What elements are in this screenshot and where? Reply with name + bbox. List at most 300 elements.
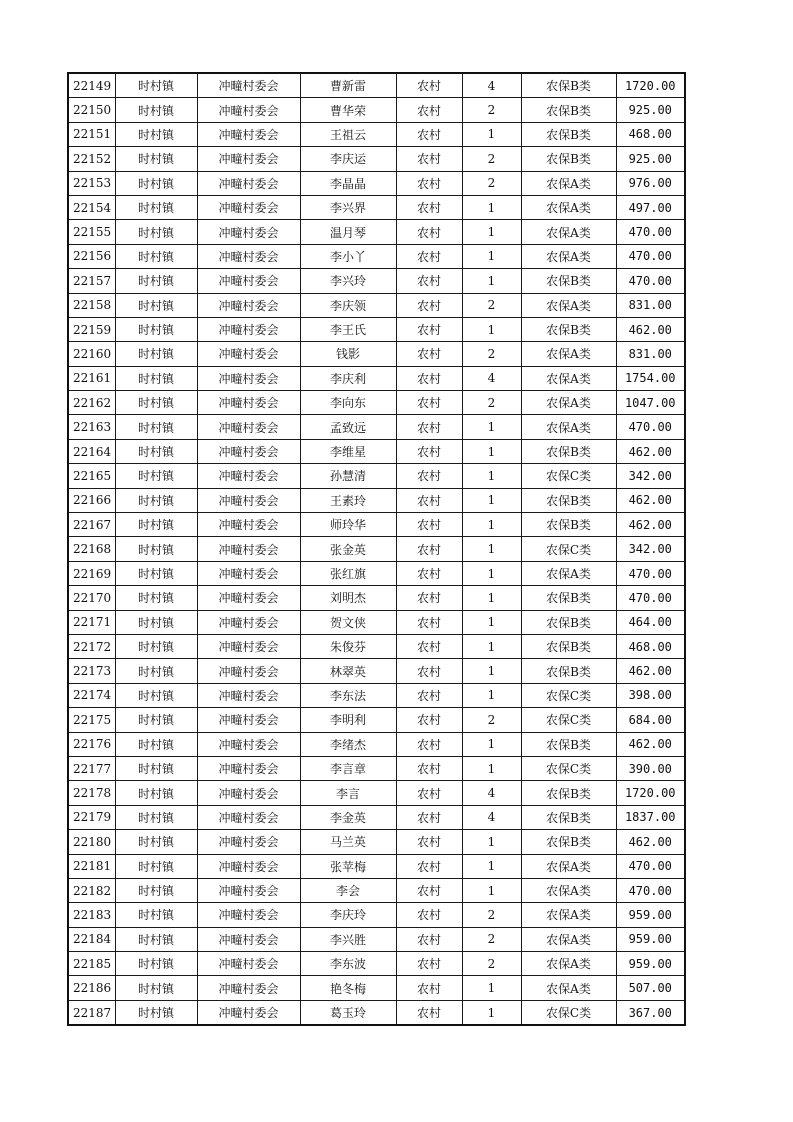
cell-amount: 831.00	[616, 293, 685, 317]
cell-area-type: 农村	[396, 391, 462, 415]
cell-household-count: 2	[462, 708, 521, 732]
cell-area-type: 农村	[396, 610, 462, 634]
cell-area-type: 农村	[396, 781, 462, 805]
cell-insurance-category: 农保A类	[521, 195, 616, 219]
cell-village: 冲疃村委会	[197, 634, 300, 658]
table-row	[68, 708, 685, 732]
cell-person-name: 师玲华	[300, 513, 396, 537]
cell-record-id: 22170	[68, 586, 115, 610]
cell-insurance-category: 农保B类	[521, 634, 616, 658]
cell-village: 冲疃村委会	[197, 878, 300, 902]
cell-insurance-category: 农保B类	[521, 122, 616, 146]
table-row	[68, 878, 685, 902]
cell-town: 时村镇	[115, 244, 197, 268]
cell-area-type: 农村	[396, 586, 462, 610]
cell-insurance-category: 农保C类	[521, 537, 616, 561]
cell-amount: 497.00	[616, 195, 685, 219]
table-row	[68, 976, 685, 1000]
cell-area-type: 农村	[396, 659, 462, 683]
cell-village: 冲疃村委会	[197, 73, 300, 98]
cell-town: 时村镇	[115, 927, 197, 951]
cell-amount: 1754.00	[616, 366, 685, 390]
cell-household-count: 1	[462, 122, 521, 146]
cell-village: 冲疃村委会	[197, 561, 300, 585]
table-row	[68, 634, 685, 658]
cell-town: 时村镇	[115, 366, 197, 390]
cell-household-count: 4	[462, 781, 521, 805]
cell-insurance-category: 农保A类	[521, 391, 616, 415]
cell-amount: 1720.00	[616, 781, 685, 805]
cell-insurance-category: 农保B类	[521, 488, 616, 512]
cell-insurance-category: 农保A类	[521, 927, 616, 951]
cell-household-count: 1	[462, 683, 521, 707]
cell-amount: 462.00	[616, 830, 685, 854]
cell-insurance-category: 农保B类	[521, 830, 616, 854]
table-row	[68, 98, 685, 122]
cell-person-name: 孟致远	[300, 415, 396, 439]
cell-area-type: 农村	[396, 708, 462, 732]
cell-area-type: 农村	[396, 293, 462, 317]
cell-area-type: 农村	[396, 976, 462, 1000]
table-row	[68, 927, 685, 951]
cell-record-id: 22151	[68, 122, 115, 146]
cell-amount: 468.00	[616, 122, 685, 146]
cell-insurance-category: 农保B类	[521, 805, 616, 829]
cell-amount: 959.00	[616, 903, 685, 927]
cell-town: 时村镇	[115, 293, 197, 317]
cell-village: 冲疃村委会	[197, 244, 300, 268]
cell-village: 冲疃村委会	[197, 854, 300, 878]
cell-village: 冲疃村委会	[197, 805, 300, 829]
cell-person-name: 葛玉玲	[300, 1000, 396, 1025]
cell-person-name: 李言	[300, 781, 396, 805]
table-row	[68, 220, 685, 244]
cell-area-type: 农村	[396, 122, 462, 146]
cell-area-type: 农村	[396, 342, 462, 366]
cell-person-name: 李言章	[300, 756, 396, 780]
cell-person-name: 李晶晶	[300, 171, 396, 195]
table-row	[68, 732, 685, 756]
cell-amount: 367.00	[616, 1000, 685, 1025]
cell-amount: 462.00	[616, 439, 685, 463]
cell-insurance-category: 农保B类	[521, 317, 616, 341]
cell-village: 冲疃村委会	[197, 488, 300, 512]
cell-record-id: 22174	[68, 683, 115, 707]
cell-record-id: 22184	[68, 927, 115, 951]
cell-amount: 342.00	[616, 464, 685, 488]
cell-town: 时村镇	[115, 342, 197, 366]
cell-household-count: 1	[462, 317, 521, 341]
cell-record-id: 22183	[68, 903, 115, 927]
cell-village: 冲疃村委会	[197, 122, 300, 146]
cell-town: 时村镇	[115, 122, 197, 146]
cell-amount: 470.00	[616, 415, 685, 439]
cell-insurance-category: 农保A类	[521, 171, 616, 195]
cell-amount: 925.00	[616, 98, 685, 122]
cell-household-count: 1	[462, 1000, 521, 1025]
cell-town: 时村镇	[115, 98, 197, 122]
cell-village: 冲疃村委会	[197, 586, 300, 610]
table-row	[68, 903, 685, 927]
cell-record-id: 22185	[68, 952, 115, 976]
cell-area-type: 农村	[396, 317, 462, 341]
cell-household-count: 1	[462, 244, 521, 268]
cell-amount: 462.00	[616, 513, 685, 537]
cell-amount: 390.00	[616, 756, 685, 780]
table-row	[68, 122, 685, 146]
cell-record-id: 22187	[68, 1000, 115, 1025]
cell-household-count: 1	[462, 561, 521, 585]
cell-area-type: 农村	[396, 195, 462, 219]
cell-household-count: 2	[462, 98, 521, 122]
cell-person-name: 曹新雷	[300, 73, 396, 98]
cell-insurance-category: 农保A类	[521, 293, 616, 317]
cell-person-name: 李庆运	[300, 147, 396, 171]
table-row	[68, 610, 685, 634]
cell-amount: 462.00	[616, 317, 685, 341]
table-row	[68, 513, 685, 537]
cell-person-name: 马兰英	[300, 830, 396, 854]
table-row	[68, 464, 685, 488]
cell-insurance-category: 农保C类	[521, 464, 616, 488]
cell-household-count: 1	[462, 756, 521, 780]
table-row	[68, 195, 685, 219]
cell-town: 时村镇	[115, 513, 197, 537]
cell-record-id: 22157	[68, 269, 115, 293]
cell-record-id: 22166	[68, 488, 115, 512]
cell-insurance-category: 农保A类	[521, 366, 616, 390]
cell-area-type: 农村	[396, 464, 462, 488]
cell-town: 时村镇	[115, 781, 197, 805]
cell-record-id: 22162	[68, 391, 115, 415]
cell-amount: 925.00	[616, 147, 685, 171]
table-row	[68, 781, 685, 805]
cell-town: 时村镇	[115, 732, 197, 756]
cell-village: 冲疃村委会	[197, 732, 300, 756]
cell-town: 时村镇	[115, 878, 197, 902]
cell-insurance-category: 农保C类	[521, 683, 616, 707]
table-row	[68, 439, 685, 463]
cell-area-type: 农村	[396, 1000, 462, 1025]
cell-household-count: 1	[462, 634, 521, 658]
cell-person-name: 温月琴	[300, 220, 396, 244]
cell-village: 冲疃村委会	[197, 391, 300, 415]
cell-insurance-category: 农保A类	[521, 342, 616, 366]
cell-village: 冲疃村委会	[197, 317, 300, 341]
cell-household-count: 2	[462, 391, 521, 415]
cell-town: 时村镇	[115, 756, 197, 780]
cell-person-name: 贺文侠	[300, 610, 396, 634]
cell-insurance-category: 农保A类	[521, 415, 616, 439]
cell-household-count: 4	[462, 805, 521, 829]
cell-insurance-category: 农保A类	[521, 878, 616, 902]
cell-insurance-category: 农保B类	[521, 781, 616, 805]
cell-village: 冲疃村委会	[197, 342, 300, 366]
cell-amount: 470.00	[616, 220, 685, 244]
cell-record-id: 22150	[68, 98, 115, 122]
cell-town: 时村镇	[115, 1000, 197, 1025]
cell-insurance-category: 农保B类	[521, 610, 616, 634]
cell-record-id: 22164	[68, 439, 115, 463]
cell-village: 冲疃村委会	[197, 439, 300, 463]
cell-area-type: 农村	[396, 244, 462, 268]
cell-record-id: 22153	[68, 171, 115, 195]
cell-person-name: 钱影	[300, 342, 396, 366]
cell-record-id: 22173	[68, 659, 115, 683]
cell-amount: 959.00	[616, 927, 685, 951]
cell-person-name: 张红旗	[300, 561, 396, 585]
cell-amount: 959.00	[616, 952, 685, 976]
cell-record-id: 22176	[68, 732, 115, 756]
cell-person-name: 李兴胜	[300, 927, 396, 951]
cell-town: 时村镇	[115, 391, 197, 415]
cell-household-count: 1	[462, 854, 521, 878]
cell-amount: 398.00	[616, 683, 685, 707]
cell-insurance-category: 农保B类	[521, 439, 616, 463]
cell-amount: 462.00	[616, 659, 685, 683]
table-row	[68, 488, 685, 512]
cell-town: 时村镇	[115, 269, 197, 293]
cell-record-id: 22161	[68, 366, 115, 390]
cell-amount: 470.00	[616, 561, 685, 585]
cell-person-name: 曹华荣	[300, 98, 396, 122]
cell-town: 时村镇	[115, 439, 197, 463]
cell-town: 时村镇	[115, 220, 197, 244]
cell-town: 时村镇	[115, 464, 197, 488]
cell-record-id: 22159	[68, 317, 115, 341]
table-row	[68, 391, 685, 415]
cell-household-count: 1	[462, 537, 521, 561]
cell-area-type: 农村	[396, 756, 462, 780]
cell-area-type: 农村	[396, 147, 462, 171]
cell-person-name: 王祖云	[300, 122, 396, 146]
cell-town: 时村镇	[115, 805, 197, 829]
cell-town: 时村镇	[115, 903, 197, 927]
cell-village: 冲疃村委会	[197, 415, 300, 439]
cell-area-type: 农村	[396, 927, 462, 951]
cell-household-count: 2	[462, 342, 521, 366]
cell-insurance-category: 农保B类	[521, 98, 616, 122]
cell-insurance-category: 农保B类	[521, 586, 616, 610]
cell-village: 冲疃村委会	[197, 952, 300, 976]
cell-town: 时村镇	[115, 561, 197, 585]
cell-record-id: 22154	[68, 195, 115, 219]
cell-person-name: 李维星	[300, 439, 396, 463]
cell-person-name: 李王氏	[300, 317, 396, 341]
cell-record-id: 22171	[68, 610, 115, 634]
table-row	[68, 415, 685, 439]
cell-household-count: 4	[462, 73, 521, 98]
cell-area-type: 农村	[396, 415, 462, 439]
cell-amount: 831.00	[616, 342, 685, 366]
cell-town: 时村镇	[115, 171, 197, 195]
cell-household-count: 2	[462, 147, 521, 171]
cell-amount: 462.00	[616, 732, 685, 756]
cell-village: 冲疃村委会	[197, 513, 300, 537]
cell-household-count: 1	[462, 659, 521, 683]
cell-insurance-category: 农保A类	[521, 903, 616, 927]
cell-insurance-category: 农保B类	[521, 269, 616, 293]
cell-insurance-category: 农保C类	[521, 708, 616, 732]
cell-area-type: 农村	[396, 903, 462, 927]
cell-town: 时村镇	[115, 659, 197, 683]
cell-person-name: 李庆利	[300, 366, 396, 390]
cell-town: 时村镇	[115, 317, 197, 341]
cell-amount: 470.00	[616, 854, 685, 878]
cell-town: 时村镇	[115, 586, 197, 610]
table-row	[68, 586, 685, 610]
cell-household-count: 2	[462, 927, 521, 951]
cell-record-id: 22156	[68, 244, 115, 268]
cell-area-type: 农村	[396, 439, 462, 463]
cell-household-count: 1	[462, 269, 521, 293]
cell-town: 时村镇	[115, 415, 197, 439]
table-row	[68, 342, 685, 366]
cell-household-count: 2	[462, 903, 521, 927]
cell-area-type: 农村	[396, 220, 462, 244]
cell-household-count: 2	[462, 293, 521, 317]
cell-person-name: 李东波	[300, 952, 396, 976]
cell-record-id: 22181	[68, 854, 115, 878]
cell-record-id: 22172	[68, 634, 115, 658]
cell-record-id: 22178	[68, 781, 115, 805]
cell-record-id: 22186	[68, 976, 115, 1000]
cell-area-type: 农村	[396, 73, 462, 98]
table-row	[68, 683, 685, 707]
cell-household-count: 1	[462, 732, 521, 756]
table-row	[68, 244, 685, 268]
cell-household-count: 1	[462, 513, 521, 537]
cell-town: 时村镇	[115, 73, 197, 98]
cell-village: 冲疃村委会	[197, 610, 300, 634]
cell-amount: 470.00	[616, 244, 685, 268]
table-row	[68, 561, 685, 585]
cell-household-count: 2	[462, 952, 521, 976]
cell-town: 时村镇	[115, 610, 197, 634]
cell-household-count: 1	[462, 610, 521, 634]
cell-village: 冲疃村委会	[197, 659, 300, 683]
cell-insurance-category: 农保B类	[521, 732, 616, 756]
table-row	[68, 659, 685, 683]
beneficiary-table	[67, 72, 686, 1026]
cell-town: 时村镇	[115, 976, 197, 1000]
cell-amount: 1047.00	[616, 391, 685, 415]
cell-area-type: 农村	[396, 269, 462, 293]
cell-person-name: 朱俊芬	[300, 634, 396, 658]
cell-person-name: 艳冬梅	[300, 976, 396, 1000]
cell-household-count: 1	[462, 878, 521, 902]
table-row	[68, 805, 685, 829]
cell-insurance-category: 农保C类	[521, 1000, 616, 1025]
cell-record-id: 22163	[68, 415, 115, 439]
cell-area-type: 农村	[396, 732, 462, 756]
table-row	[68, 756, 685, 780]
cell-amount: 684.00	[616, 708, 685, 732]
cell-insurance-category: 农保A类	[521, 561, 616, 585]
cell-person-name: 李兴玲	[300, 269, 396, 293]
cell-area-type: 农村	[396, 171, 462, 195]
cell-village: 冲疃村委会	[197, 708, 300, 732]
cell-village: 冲疃村委会	[197, 464, 300, 488]
cell-record-id: 22175	[68, 708, 115, 732]
cell-record-id: 22152	[68, 147, 115, 171]
cell-amount: 468.00	[616, 634, 685, 658]
cell-town: 时村镇	[115, 708, 197, 732]
cell-household-count: 4	[462, 366, 521, 390]
cell-person-name: 李东法	[300, 683, 396, 707]
cell-village: 冲疃村委会	[197, 293, 300, 317]
cell-area-type: 农村	[396, 488, 462, 512]
cell-amount: 342.00	[616, 537, 685, 561]
cell-amount: 507.00	[616, 976, 685, 1000]
cell-record-id: 22180	[68, 830, 115, 854]
cell-person-name: 李明利	[300, 708, 396, 732]
cell-person-name: 李金英	[300, 805, 396, 829]
table-row	[68, 830, 685, 854]
table-row	[68, 854, 685, 878]
cell-village: 冲疃村委会	[197, 756, 300, 780]
cell-village: 冲疃村委会	[197, 269, 300, 293]
table-body	[68, 73, 685, 1025]
table-row	[68, 171, 685, 195]
cell-insurance-category: 农保A类	[521, 244, 616, 268]
cell-town: 时村镇	[115, 952, 197, 976]
cell-record-id: 22160	[68, 342, 115, 366]
cell-village: 冲疃村委会	[197, 220, 300, 244]
cell-record-id: 22158	[68, 293, 115, 317]
cell-town: 时村镇	[115, 537, 197, 561]
cell-record-id: 22149	[68, 73, 115, 98]
cell-amount: 462.00	[616, 488, 685, 512]
cell-area-type: 农村	[396, 854, 462, 878]
cell-household-count: 1	[462, 415, 521, 439]
cell-amount: 464.00	[616, 610, 685, 634]
cell-village: 冲疃村委会	[197, 171, 300, 195]
cell-village: 冲疃村委会	[197, 1000, 300, 1025]
cell-household-count: 1	[462, 195, 521, 219]
cell-household-count: 1	[462, 220, 521, 244]
cell-insurance-category: 农保A类	[521, 952, 616, 976]
cell-town: 时村镇	[115, 830, 197, 854]
cell-amount: 470.00	[616, 878, 685, 902]
cell-village: 冲疃村委会	[197, 537, 300, 561]
cell-village: 冲疃村委会	[197, 683, 300, 707]
cell-household-count: 1	[462, 488, 521, 512]
cell-town: 时村镇	[115, 683, 197, 707]
cell-amount: 470.00	[616, 586, 685, 610]
cell-person-name: 李绪杰	[300, 732, 396, 756]
cell-area-type: 农村	[396, 878, 462, 902]
cell-household-count: 1	[462, 586, 521, 610]
cell-insurance-category: 农保A类	[521, 854, 616, 878]
table-row	[68, 366, 685, 390]
cell-amount: 470.00	[616, 269, 685, 293]
cell-person-name: 王素玲	[300, 488, 396, 512]
cell-person-name: 张金英	[300, 537, 396, 561]
cell-record-id: 22169	[68, 561, 115, 585]
cell-village: 冲疃村委会	[197, 195, 300, 219]
cell-area-type: 农村	[396, 561, 462, 585]
table-row	[68, 952, 685, 976]
cell-village: 冲疃村委会	[197, 903, 300, 927]
cell-household-count: 1	[462, 976, 521, 1000]
table-row	[68, 147, 685, 171]
cell-record-id: 22165	[68, 464, 115, 488]
cell-person-name: 孙慧清	[300, 464, 396, 488]
cell-person-name: 李兴界	[300, 195, 396, 219]
table-row	[68, 293, 685, 317]
table-row	[68, 1000, 685, 1025]
